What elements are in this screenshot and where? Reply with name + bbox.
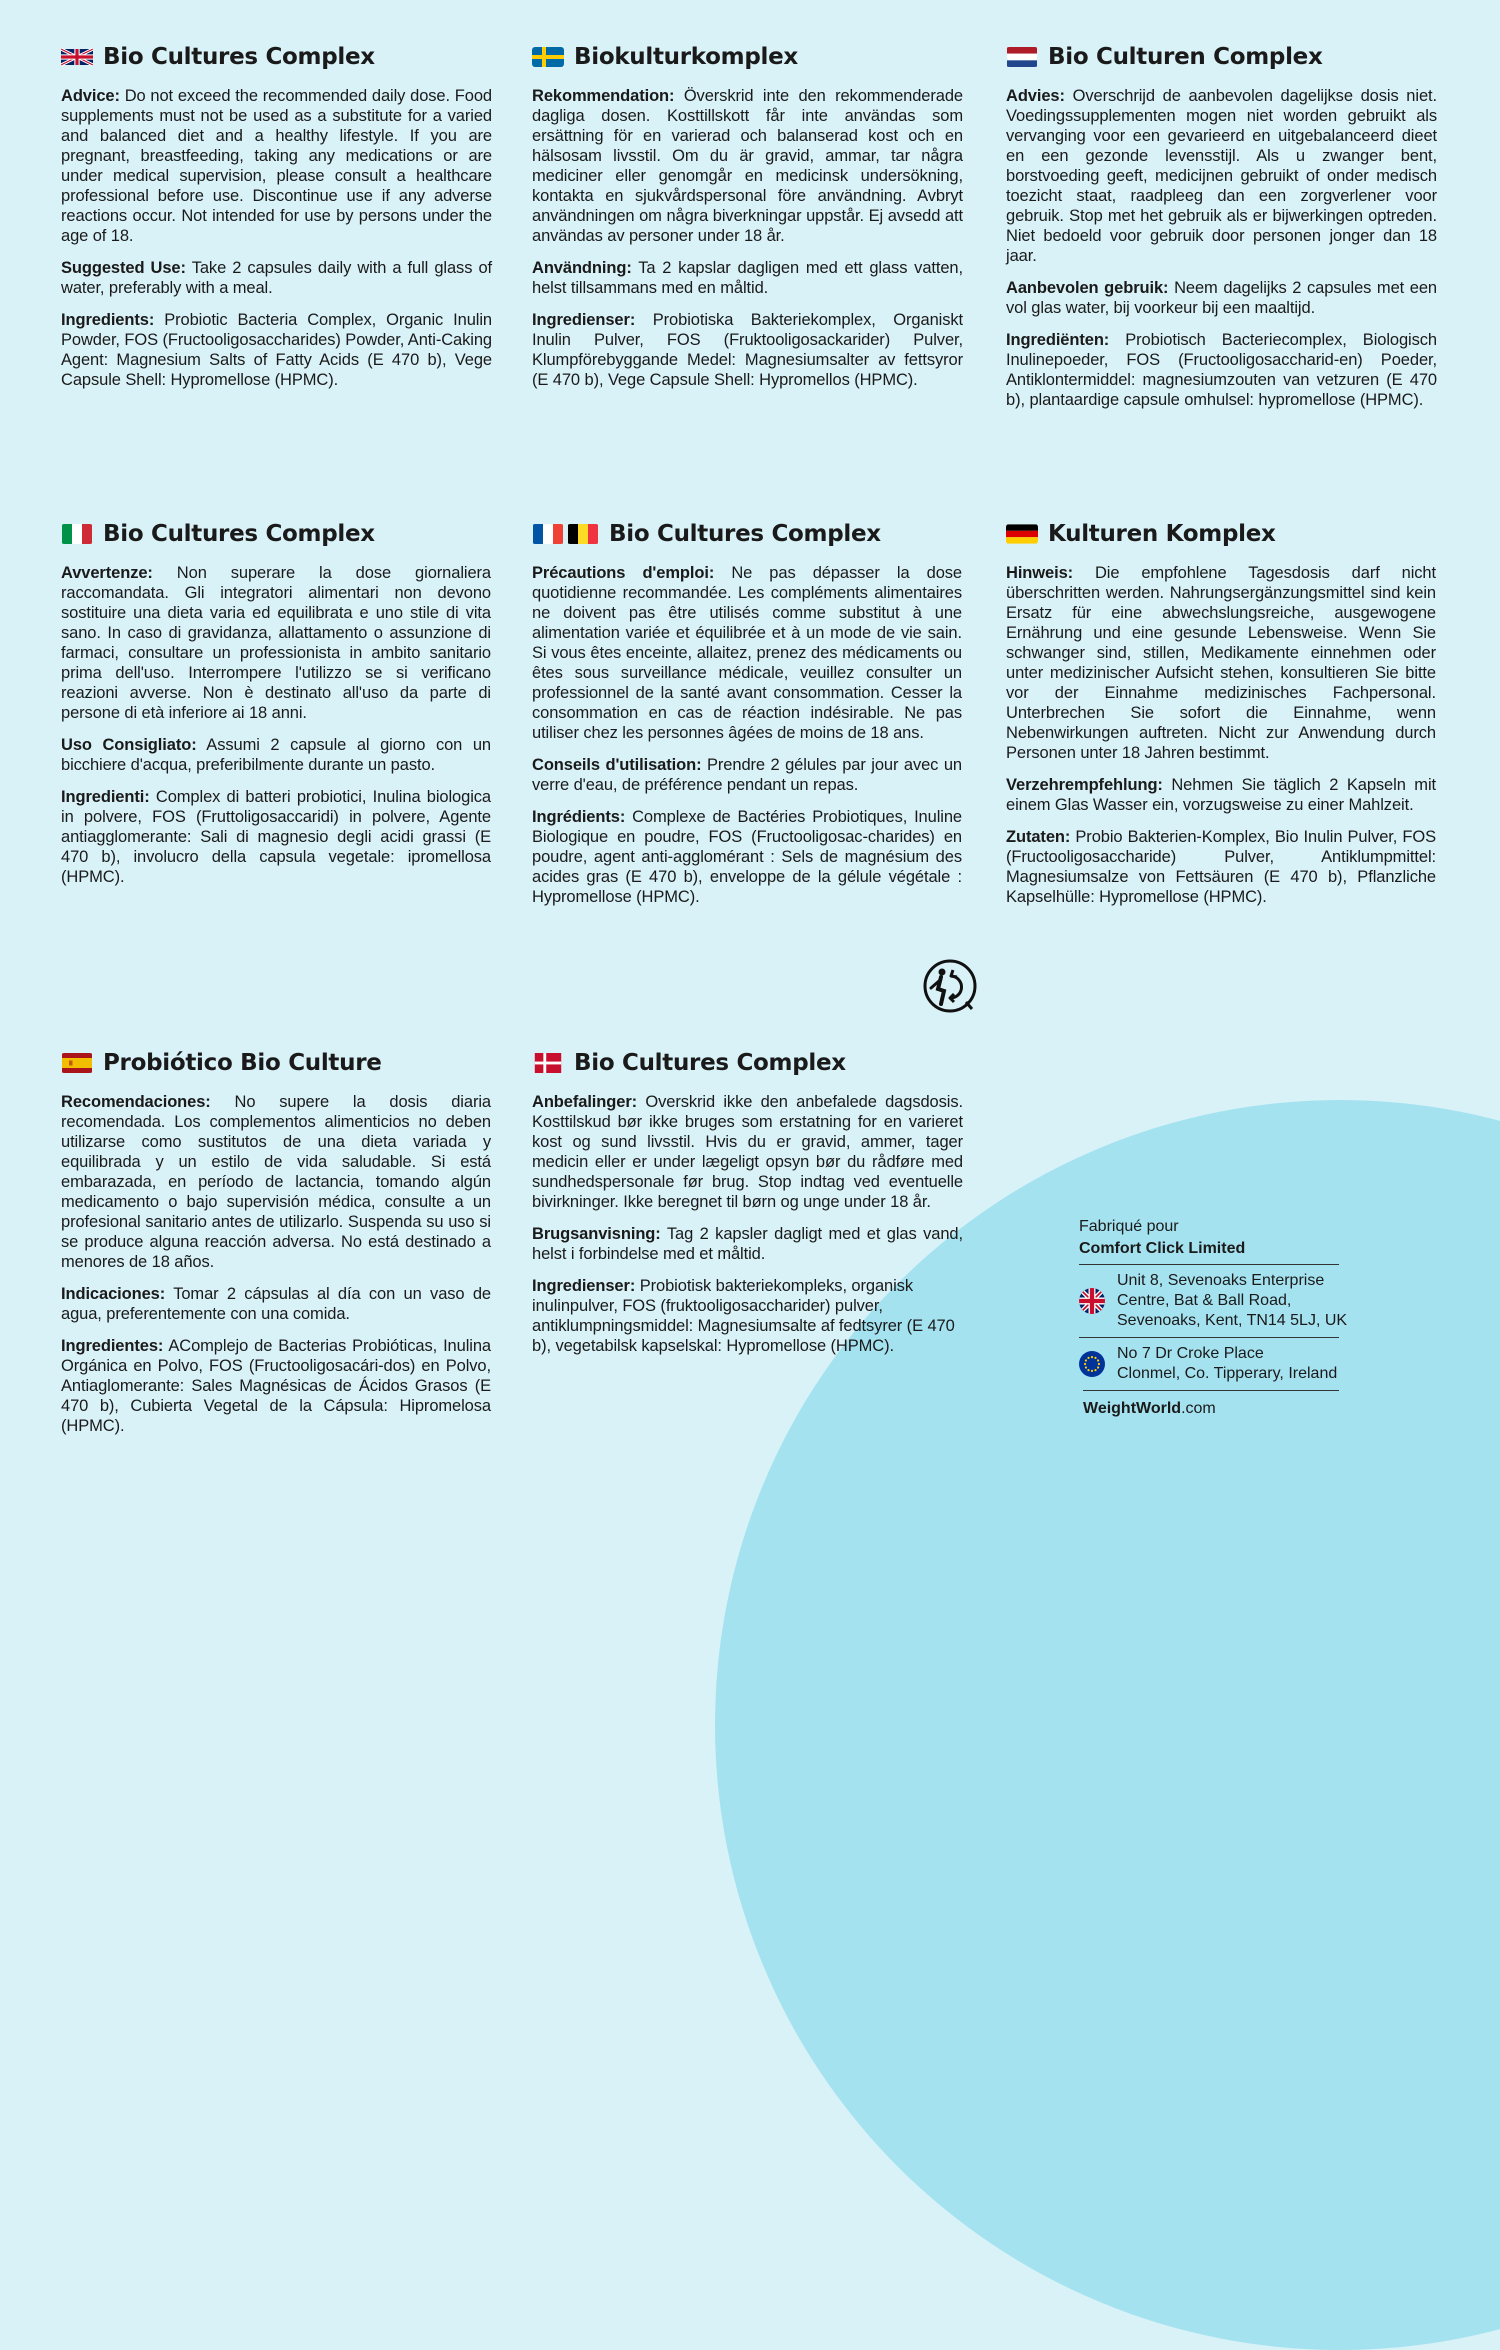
advice-paragraph: Avvertenze: Non superare la dose giornaliera raccomandata. Gli integratori alimentari non devono sostituire una dieta varia ed equilibrata e uno stile di vita sano. In caso di gravidanza, allattamento o assunzione di farmaci, consultare un professionista in ambito sanitario prima dell'uso. Interrompere l'utilizzo se si verificano reazioni avverse. Non è destinato all'uso da parte di persone di età inferiore ai 18 anni. — [61, 564, 491, 722]
uk-flag-icon — [61, 47, 93, 67]
advice-paragraph: Anbefalinger: Overskrid ikke den anbefalede dagsdosis. Kosttilskud bør ikke bruges som erstatning for en varieret kost og sund livsstil. Hvis du er gravid, ammer, tager medicin eller er under lægeligt opsyn bør du rådføre med sundhedspersonale før brug. Stop indtag ved eventuelle bivirkninger. Ikke beregnet til børn og unge under 18 år. — [532, 1093, 963, 1211]
uk-address-line: Sevenoaks, Kent, TN14 5LJ, UK — [1117, 1312, 1348, 1329]
usage-paragraph: Aanbevolen gebruik: Neem dagelijks 2 capsules met een vol glas water, bij voorkeur bij een maaltijd. — [1006, 279, 1438, 317]
section-title: Bio Cultures Complex — [609, 521, 881, 547]
uk-flag-round-icon — [1079, 1288, 1105, 1314]
belgium-flag-icon — [567, 524, 599, 544]
ingredients-paragraph: Ingredienti: Complex di batteri probiotici, Inulina biologica in polvere, FOS (Fruttoligosaccaridi) in polvere, Agente antiagglomerante: Sali di magnesio degli acidi grassi (E 470 b), involucro della capsula vegetale: ipromellosa (HPMC). — [61, 788, 491, 886]
advice-paragraph: Advice: Do not exceed the recommended daily dose. Food supplements must not be used as a substitute for a varied and balanced diet and a healthy lifestyle. If you are pregnant, breastfeeding, taking any medications or are under medical supervision, please consult a healthcare professional before use. Discontinue use if any adverse reactions occur. Not intended for use by persons under the age of 18. — [61, 87, 492, 245]
eu-address-line: Clonmel, Co. Tipperary, Ireland — [1117, 1365, 1338, 1382]
ingredients-paragraph: Zutaten: Probio Bakterien-Komplex, Bio Inulin Pulver, FOS (Fructooligosaccharide) Pulver, Antiklumpmittel: Magnesiumsalze von Fettsäuren (E 470 b), Pflanzliche Kapselhülle: Hypromellose (HPMC). — [1006, 828, 1436, 906]
advice-paragraph: Hinweis: Die empfohlene Tagesdosis darf nicht überschritten werden. Nahrungsergänzungsmittel sind kein Ersatz für eine abwechslungsreiche, ausgewogene Ernährung und eine gesunde Lebensweise. Wenn Sie schwanger sind, stillen, Medikamente einnehmen oder unter medizinischer Aufsicht stehen, konsultieren Sie bitte vor der Einnahme medizinisches Fachpersonal. Unterbrechen Sie sofort die Einnahme, wenn Nebenwirkungen auftreten. Nicht zur Anwendung durch Personen unter 18 Jahren bestimmt. — [1006, 564, 1436, 762]
advice-paragraph: Rekommendation: Överskrid inte den rekommenderade dagliga dosen. Kosttillskott får inte användas som ersättning för en varierad och balanserad kost och en hälsosam livsstil. Om du är gravid, ammar, tar några mediciner eller genomgår en medicinsk undersökning, kontakta en sjukvårdspersonal före användning. Avbryt användningen om några biverkningar uppstår. Ej avsedd att användas av personer under 18 år. — [532, 87, 963, 245]
section-title: Bio Culturen Complex — [1048, 44, 1323, 70]
ingredients-paragraph: Ingredientes: AComplejo de Bacterias Probióticas, Inulina Orgánica en Polvo, FOS (Fructooligosacári-dos) en Polvo, Antiaglomerante: Sales Magnésicas de Ácidos Grasos (E 470 b), Cubierta Vegetal de la Cápsula: Hipromelosa (HPMC). — [61, 1337, 491, 1435]
company-name: Comfort Click Limited — [1079, 1240, 1246, 1257]
germany-flag-icon — [1006, 524, 1038, 544]
ingredients-paragraph: Ingredienser: Probiotiska Bakteriekomplex, Organiskt Inulin Pulver, FOS (Fruktooligosackarider) Pulver, Klumpförebyggande Medel: Magnesiumsalter av fettsyror (E 470 b), Vege Capsule Shell: Hypromellos (HPMC). — [532, 311, 963, 389]
eu-address-line: No 7 Dr Croke Place — [1117, 1345, 1264, 1362]
triman-recycling-icon — [922, 958, 978, 1014]
italy-flag-icon — [61, 524, 93, 544]
website-link[interactable]: WeightWorld.com — [1083, 1390, 1339, 1418]
usage-paragraph: Brugsanvisning: Tag 2 kapsler dagligt med et glas vand, helst i forbindelse med et måltid. — [532, 1225, 963, 1263]
eu-address — [1079, 1337, 1339, 1390]
usage-paragraph: Användning: Ta 2 kapslar dagligen med ett glass vatten, helst tillsammans med en måltid. — [532, 259, 963, 297]
usage-paragraph: Verzehrempfehlung: Nehmen Sie täglich 2 Kapseln mit einem Glas Wasser ein, vorzugsweise zu einer Mahlzeit. — [1006, 776, 1436, 814]
advice-paragraph: Précautions d'emploi: Ne pas dépasser la dose quotidienne recommandée. Les compléments alimentaires ne doivent pas être utilisés comme substitut à une alimentation variée et équilibrée et à un mode de vie sain. Si vous êtes enceinte, allaitez, prenez des médicaments ou êtes sous surveillance médicale, veuillez consulter un professionnel de la santé avant consommation. Cesser la consommation en cas de réaction indésirable. Ne pas utiliser chez les personnes âgées de moins de 18 ans. — [532, 564, 962, 742]
advice-paragraph: Advies: Overschrijd de aanbevolen dagelijkse dosis niet. Voedingssupplementen mogen niet worden gebruikt als vervanging voor een gevarieerd en uitgebalanceerd dieet en een gezonde levensstijl. Als u zwanger bent, borstvoeding geeft, medicijnen gebruikt of onder medisch toezicht staat, raadpleeg dan een zorgverlener voor gebruik. Stop met het gebruik als er bijwerkingen optreden. Niet bedoeld voor gebruik door personen jonger dan 18 jaar. — [1006, 87, 1437, 265]
section-german — [1006, 521, 1436, 919]
spain-flag-icon — [61, 1053, 93, 1073]
denmark-flag-icon — [532, 1053, 564, 1073]
france-flag-icon — [532, 524, 564, 544]
section-dutch — [1006, 44, 1437, 422]
usage-paragraph: Conseils d'utilisation: Prendre 2 gélules par jour avec un verre d'eau, de préférence pendant un repas. — [532, 756, 962, 794]
section-danish — [532, 1050, 963, 1368]
ingredients-paragraph: Ingrediënten: Probiotisch Bacteriecomplex, Biologisch Inulinepoeder, FOS (Fructooligosaccharid-en) Poeder, Antiklontermiddel: magnesiumzouten van vetzuren (E 470 b), plantaardige capsule omhulsel: hypromellose (HPMC). — [1006, 331, 1437, 409]
ingredients-paragraph: Ingredients: Probiotic Bacteria Complex, Organic Inulin Powder, FOS (Fructooligosaccharides) Powder, Anti-Caking Agent: Magnesium Salts of Fatty Acids (E 470 b), Vege Capsule Shell: Hypromellose (HPMC). — [61, 311, 492, 389]
section-title: Bio Cultures Complex — [103, 521, 375, 547]
sweden-flag-icon — [532, 47, 564, 67]
netherlands-flag-icon — [1006, 47, 1038, 67]
usage-paragraph: Indicaciones: Tomar 2 cápsulas al día con un vaso de agua, preferentemente con una comida. — [61, 1285, 491, 1323]
uk-address-line: Centre, Bat & Ball Road, — [1117, 1292, 1292, 1309]
advice-paragraph: Recomendaciones: No supere la dosis diaria recomendada. Los complementos alimenticios no deben utilizarse como sustitutos de una dieta variada y equilibrada y un estilo de vida saludable. Si está embarazada, en período de lactancia, tomando algún medicamento o bajo supervisión médica, consulte a un profesional sanitario antes de utilizarlo. Suspenda su uso si se produce alguna reacción adversa. No está destinado a menores de 18 años. — [61, 1093, 491, 1271]
section-french — [532, 521, 962, 919]
section-spanish — [61, 1050, 491, 1448]
usage-paragraph: Uso Consigliato: Assumi 2 capsule al giorno con un bicchiere d'acqua, preferibilmente durante un pasto. — [61, 736, 492, 774]
usage-paragraph: Suggested Use: Take 2 capsules daily with a full glass of water, preferably with a meal. — [61, 259, 492, 297]
uk-address-line: Unit 8, Sevenoaks Enterprise — [1117, 1272, 1325, 1289]
section-italian — [61, 521, 491, 899]
section-title: Bio Cultures Complex — [574, 1050, 846, 1076]
ingredients-paragraph: Ingredienser: Probiotisk bakteriekompleks, organisk inulinpulver, FOS (fruktooligosaccharider) pulver, antiklumpningsmiddel: Magnesiumsalte af fedtsyrer (E 470 b), vegetabilsk kapselskal: Hypromellose (HPMC). — [532, 1277, 955, 1355]
section-title: Bio Cultures Complex — [103, 44, 375, 70]
section-english — [61, 44, 492, 402]
made-for-label: Fabriqué pour — [1079, 1218, 1179, 1235]
eu-flag-round-icon — [1079, 1351, 1105, 1377]
company-info — [1079, 1216, 1348, 1418]
section-swedish — [532, 44, 963, 402]
section-title: Kulturen Komplex — [1048, 521, 1276, 547]
ingredients-paragraph: Ingrédients: Complexe de Bactéries Probiotiques, Inuline Biologique en poudre, FOS (Fructooligosac-charides) en poudre, agent anti-agglomérant : Sels de magnésium des acides gras (E 470 b), enveloppe de la gélule végétale : Hypromellose (HPMC). — [532, 808, 962, 906]
section-title: Probiótico Bio Culture — [103, 1050, 382, 1076]
uk-address — [1079, 1264, 1348, 1337]
section-title: Biokulturkomplex — [574, 44, 798, 70]
